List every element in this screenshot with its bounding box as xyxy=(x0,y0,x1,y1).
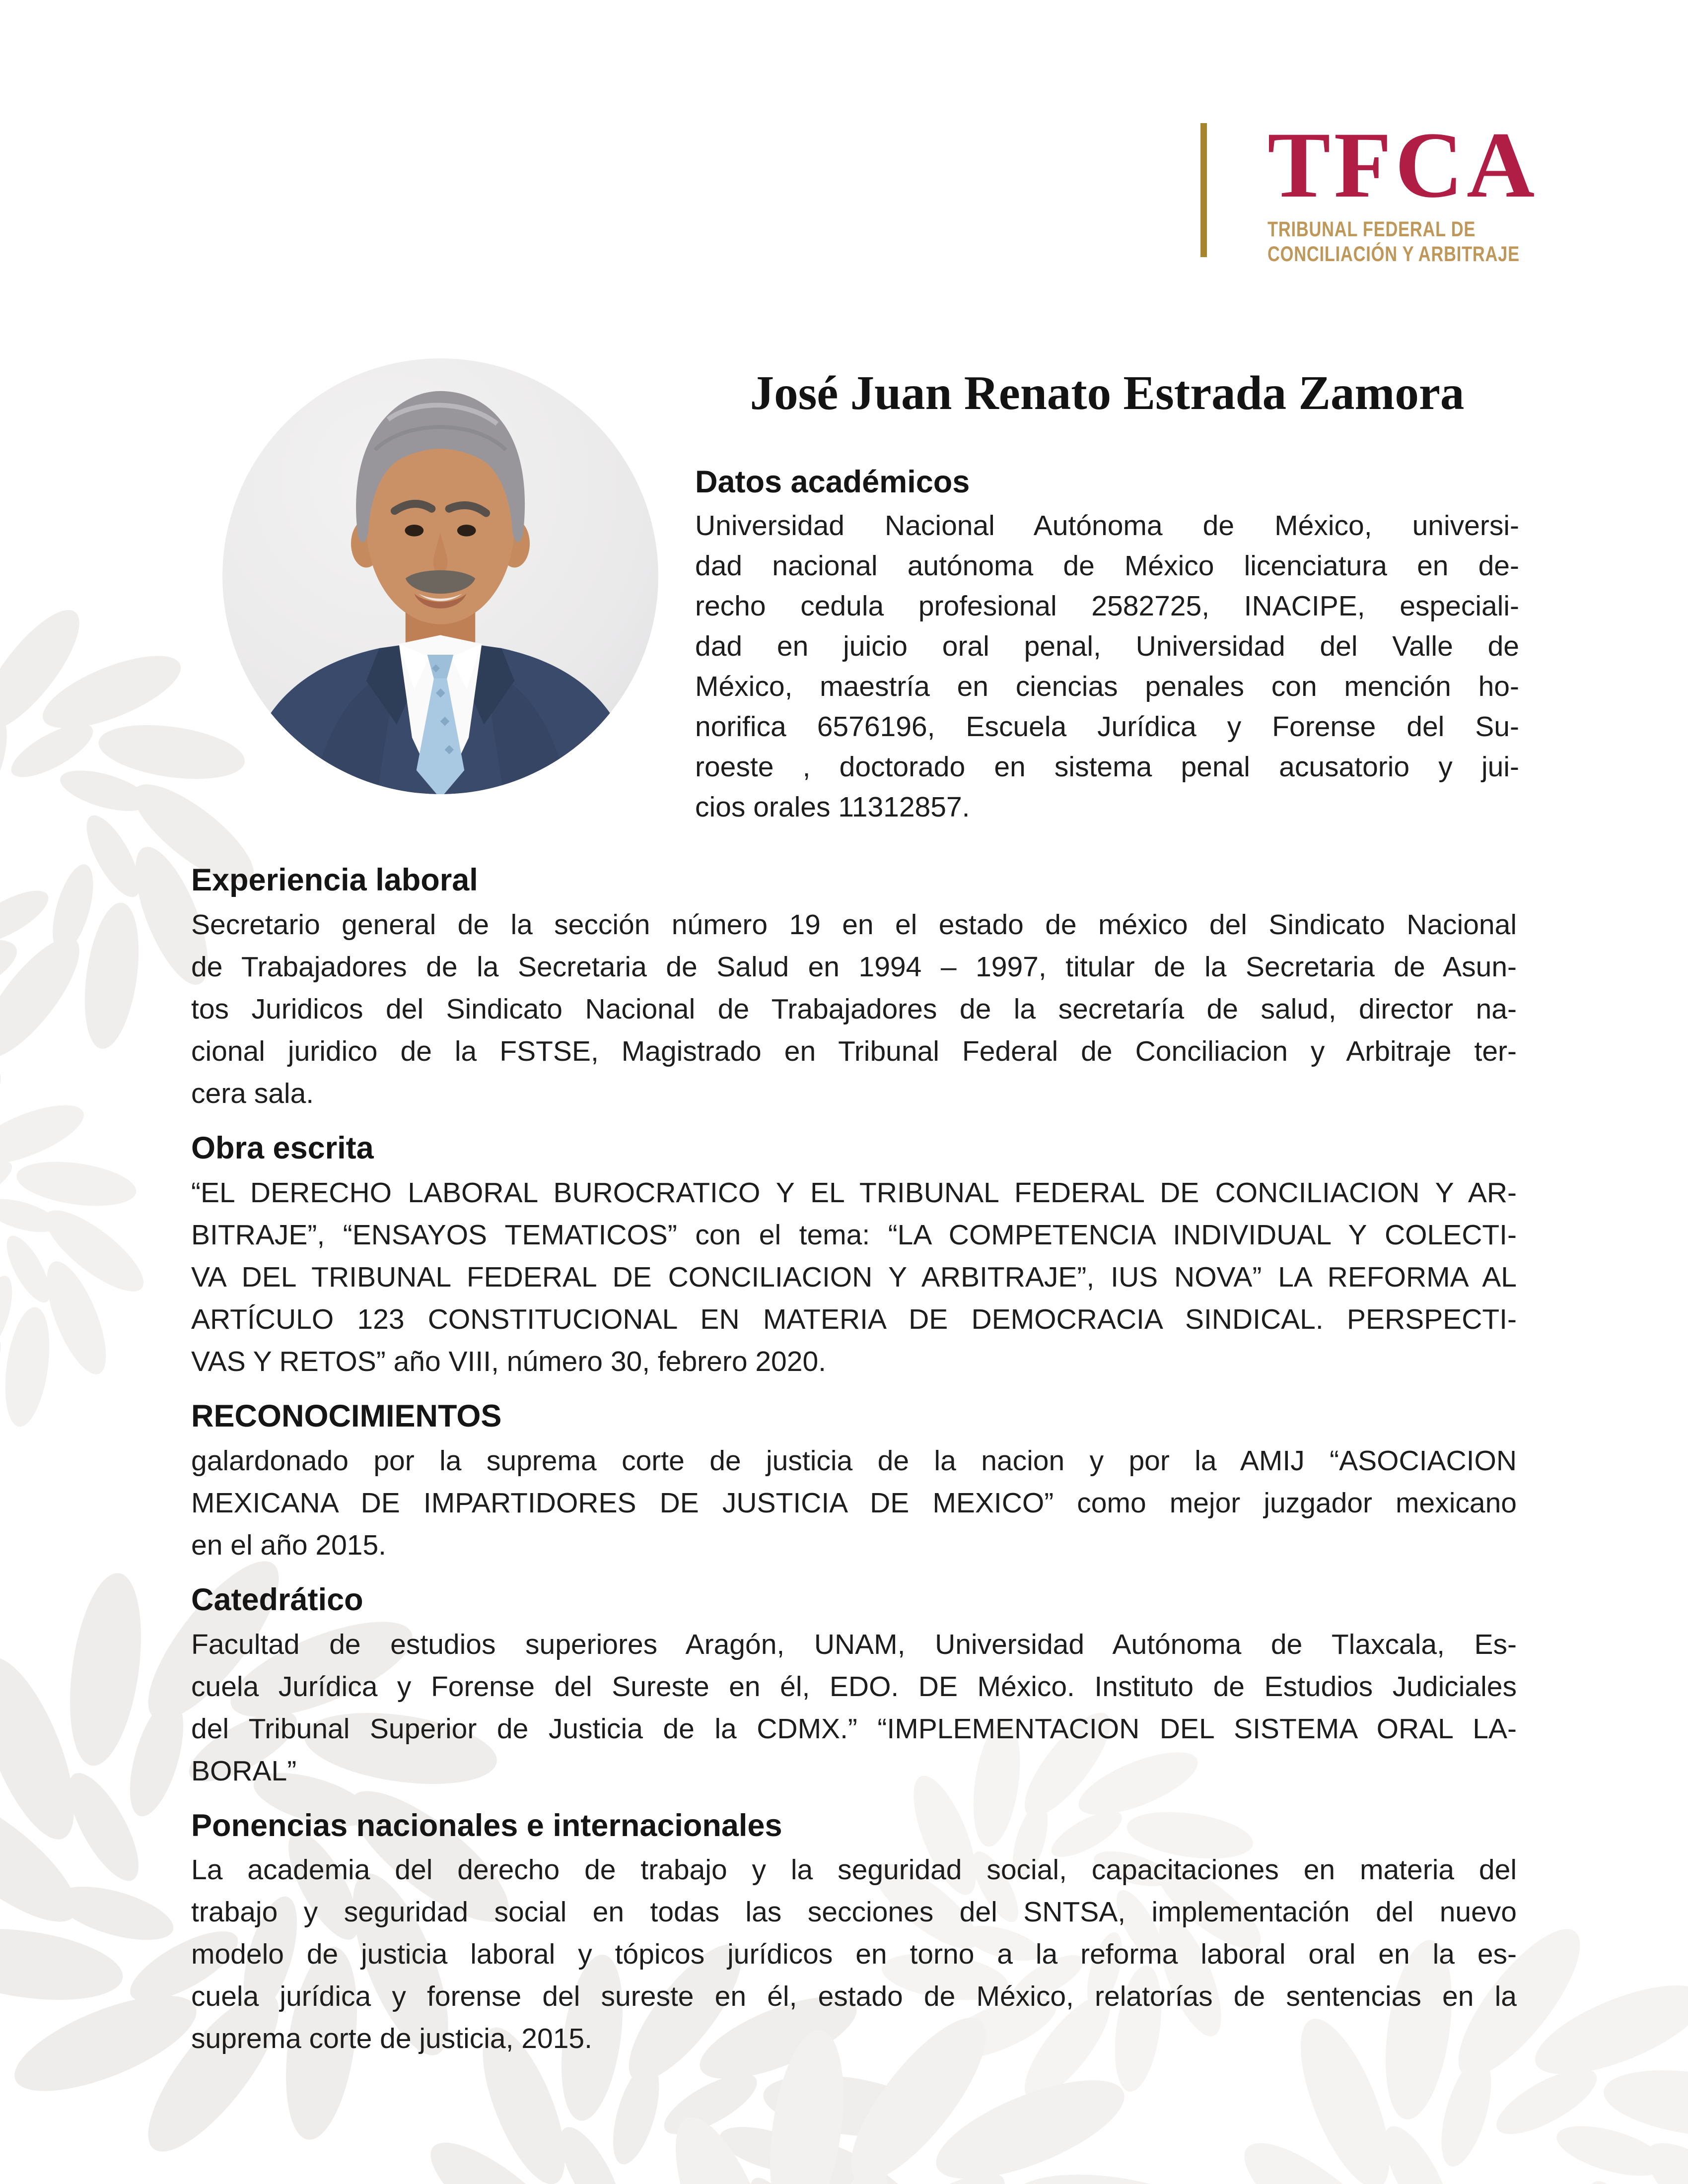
section-heading: Datos académicos xyxy=(695,464,970,499)
section-heading: Obra escrita xyxy=(191,1130,374,1165)
text-line: Universidad Nacional Autónoma de México, universi- xyxy=(695,509,1519,542)
text-line: Secretario general de la sección número 19 en el estado de méxico del Sindicato Nacional xyxy=(191,908,1517,941)
logo-subtitle-line2: CONCILIACIÓN Y ARBITRAJE xyxy=(1267,242,1520,266)
text-line: ARTÍCULO 123 CONSTITUCIONAL EN MATERIA DE DEMOCRACIA SINDICAL. PERSPECTI- xyxy=(191,1303,1517,1335)
profile-photo xyxy=(222,358,658,794)
text-line: cios orales 11312857. xyxy=(695,791,970,823)
section-paragraph xyxy=(191,1172,1517,1383)
section xyxy=(191,1396,1517,1567)
text-line: en el año 2015. xyxy=(191,1529,387,1561)
text-line: cional juridico de la FSTSE, Magistrado en Tribunal Federal de Conciliacion y Arbitraje ter- xyxy=(191,1035,1517,1067)
section xyxy=(191,1806,1517,2060)
text-line: del Tribunal Superior de Justicia de la CDMX.” “IMPLEMENTACION DEL SISTEMA ORAL LA- xyxy=(191,1712,1517,1745)
text-line: tos Juridicos del Sindicato Nacional de Trabajadores de la secretaría de salud, director na- xyxy=(191,993,1517,1025)
text-line: norifica 6576196, Escuela Jurídica y Forense del Su- xyxy=(695,710,1519,743)
sections-container xyxy=(191,860,1517,2073)
text-line: México, maestría en ciencias penales con mención ho- xyxy=(695,670,1519,702)
section-paragraph xyxy=(191,1849,1517,2060)
section xyxy=(191,1580,1517,1792)
profile-summary-column xyxy=(695,353,1519,827)
text-line: “EL DERECHO LABORAL BUROCRATICO Y EL TRIBUNAL FEDERAL DE CONCILIACION Y AR- xyxy=(191,1176,1517,1209)
text-line: VAS Y RETOS” año VIII, número 30, febrero 2020. xyxy=(191,1345,826,1377)
text-line: suprema corte de justicia, 2015. xyxy=(191,2023,592,2055)
text-line: cuela Jurídica y Forense del Sureste en él, EDO. DE México. Instituto de Estudios Judiciales xyxy=(191,1670,1517,1703)
section-heading: Experiencia laboral xyxy=(191,863,478,897)
section-paragraph xyxy=(191,904,1517,1115)
text-line: Facultad de estudios superiores Aragón, UNAM, Universidad Autónoma de Tlaxcala, Es- xyxy=(191,1628,1517,1660)
section-heading: RECONOCIMIENTOS xyxy=(191,1398,502,1433)
page-title: José Juan Renato Estrada Zamora xyxy=(750,366,1465,419)
portrait-illustration xyxy=(222,358,658,794)
text-line: cera sala. xyxy=(191,1077,314,1109)
text-line: galardonado por la suprema corte de justicia de la nacion y por la AMIJ “ASOCIACION xyxy=(191,1444,1517,1477)
text-line: MEXICANA DE IMPARTIDORES DE JUSTICIA DE MEXICO” como mejor juzgador mexicano xyxy=(191,1487,1517,1519)
text-line: de Trabajadores de la Secretaria de Salud en 1994 – 1997, titular de la Secretaria de Asun- xyxy=(191,951,1517,983)
text-line: roeste , doctorado en sistema penal acusatorio y jui- xyxy=(695,751,1519,783)
section xyxy=(191,1128,1517,1383)
logo-subtitle-line1: TRIBUNAL FEDERAL DE xyxy=(1267,217,1476,241)
logo-acronym: TFCA xyxy=(1267,113,1539,217)
text-line: BORAL” xyxy=(191,1755,297,1787)
logo-subtitle xyxy=(1267,217,1520,267)
text-line: trabajo y seguridad social en todas las secciones del SNTSA, implementación del nuevo xyxy=(191,1896,1517,1928)
section-paragraph xyxy=(191,1624,1517,1792)
text-line: dad en juicio oral penal, Universidad del Valle de xyxy=(695,630,1519,662)
section-heading: Catedrático xyxy=(191,1582,363,1617)
section xyxy=(191,860,1517,1115)
section-paragraph xyxy=(191,1440,1517,1567)
section-paragraph xyxy=(695,506,1519,827)
section-datos-academicos xyxy=(695,462,1519,827)
text-line: VA DEL TRIBUNAL FEDERAL DE CONCILIACION Y ARBITRAJE”, IUS NOVA” LA REFORMA AL xyxy=(191,1261,1517,1293)
text-line: BITRAJE”, “ENSAYOS TEMATICOS” con el tema: “LA COMPETENCIA INDIVIDUAL Y COLECTI- xyxy=(191,1219,1517,1251)
text-line: recho cedula profesional 2582725, INACIPE, especiali- xyxy=(695,590,1519,622)
text-line: modelo de justicia laboral y tópicos jurídicos en torno a la reforma laboral oral en la es- xyxy=(191,1938,1517,1971)
text-line: cuela jurídica y forense del sureste en él, estado de México, relatorías de sentencias en la xyxy=(191,1980,1517,2013)
logo-gold-bar xyxy=(1200,123,1207,257)
section-heading: Ponencias nacionales e internacionales xyxy=(191,1808,782,1843)
logo-text-block xyxy=(1267,113,1583,267)
tfca-logo xyxy=(1200,113,1583,267)
text-line: dad nacional autónoma de México licenciatura en de- xyxy=(695,549,1519,582)
text-line: La academia del derecho de trabajo y la seguridad social, capacitaciones en materia del xyxy=(191,1854,1517,1886)
